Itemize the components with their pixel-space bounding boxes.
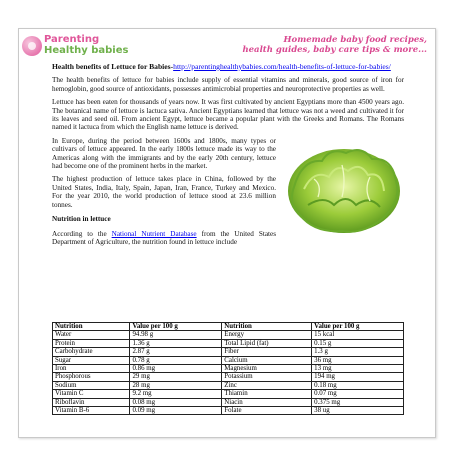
tagline-line1: Homemade baby food recipes, (283, 35, 427, 45)
brand-name-line2: Healthy babies (44, 45, 129, 56)
table-cell: Magnesium (222, 365, 312, 373)
table-header-cell: Nutrition (53, 323, 130, 331)
table-cell: Folate (222, 407, 312, 415)
table-cell: Iron (53, 365, 130, 373)
table-cell: 0.07 mg (312, 390, 404, 398)
table-cell: Energy (222, 331, 312, 339)
article-body (52, 63, 404, 251)
table-cell: Potassium (222, 373, 312, 381)
paragraph-production: The highest production of lettuce takes place in China, followed by the United States, India, Italy, Spain, Japan, Iran, France, Turkey and Mexico. For the year 2010, the world production of lettuce stood at 23.6 million tonnes. (52, 175, 276, 209)
table-cell: 0.375 mg (312, 398, 404, 406)
table-cell: 0.18 mg (312, 381, 404, 389)
europe-rest-text: In the early 1800s lettuce made its way to the Americas along with the immigrants and by the early 20th century, lettuce had become one of the prominent herbs in the market. (52, 145, 277, 171)
brand-logo[interactable] (22, 34, 142, 58)
table-cell: Total Lipid (fat) (222, 339, 312, 347)
table-row (53, 348, 404, 356)
lettuce-image (284, 139, 404, 237)
table-cell: 1.36 g (130, 339, 222, 347)
table-cell: 9.2 mg (130, 390, 222, 398)
table-row (53, 373, 404, 381)
table-cell: 0.86 mg (130, 365, 222, 373)
table-header-cell: Value per 100 g (312, 323, 404, 331)
europe-lead-text: In Europe, during the period between 1600s and 1800s, many types or cultivars of lettuce appeared. (52, 136, 276, 154)
table-cell: Thiamin (222, 390, 312, 398)
table-cell: 36 mg (312, 356, 404, 364)
paragraph-benefits: The health benefits of lettuce for babies include supply of essential vitamins and minerals, good source of iron for hemoglobin, good source of antioxidants, possesses antimicrobial properties and neuroprotective properties as well. (52, 76, 404, 93)
table-cell: Riboflavin (53, 398, 130, 406)
table-cell: 0.15 g (312, 339, 404, 347)
table-row (53, 390, 404, 398)
table-cell: Water (53, 331, 130, 339)
nutrition-heading: Nutrition in lettuce (52, 215, 111, 224)
table-cell: Fiber (222, 348, 312, 356)
article-title: Health benefits of Lettuce for Babies- (52, 62, 174, 71)
table-cell: Phosphorous (53, 373, 130, 381)
nutrition-intro-pre: According to the (52, 229, 112, 238)
article-title-line (52, 63, 404, 71)
table-cell: Vitamin C (53, 390, 130, 398)
table-row (53, 365, 404, 373)
paragraph-history: Lettuce has been eaten for thousands of years now. It was first cultivated by ancient Egyptians more than 4500 years ago. The botanical name of lettuce is lactuca sativa. Ancient Egyptians learned that lettuce was not a weed and cultivated it for its leaves and seed oil. From ancient Egypt, lettuce became a popular plant with the Greeks and Romans. The Romans named it lactuca from which the English name lettuce is derived. (52, 98, 404, 132)
table-row (53, 339, 404, 347)
nutrition-intro-post: from the United States Department of Agriculture, the nutrition found in lettuce include (52, 229, 276, 246)
logo-mark-icon (22, 36, 42, 56)
table-header-cell: Nutrition (222, 323, 312, 331)
table-cell: 1.3 g (312, 348, 404, 356)
table-cell: Sodium (53, 381, 130, 389)
table-cell: Calcium (222, 356, 312, 364)
table-cell: 194 mg (312, 373, 404, 381)
table-cell: Zinc (222, 381, 312, 389)
header-tagline (242, 35, 427, 55)
table-cell: 0.08 mg (130, 398, 222, 406)
table-row (53, 398, 404, 406)
table-row (53, 407, 404, 415)
table-cell: Vitamin B-6 (53, 407, 130, 415)
table-cell: 94.98 g (130, 331, 222, 339)
table-header-cell: Value per 100 g (130, 323, 222, 331)
table-cell: Niacin (222, 398, 312, 406)
brand-name-line1: Parenting (44, 34, 100, 45)
paragraph-europe (52, 137, 404, 171)
table-row (53, 356, 404, 364)
table-cell: 15 kcal (312, 331, 404, 339)
table-row (53, 331, 404, 339)
table-header-row (53, 323, 404, 331)
tagline-line2: health guides, baby care tips & more... (242, 45, 427, 55)
table-cell: 28 mg (130, 381, 222, 389)
table-cell: 29 mg (130, 373, 222, 381)
table-row (53, 381, 404, 389)
table-cell: 0.09 mg (130, 407, 222, 415)
table-cell: 38 ug (312, 407, 404, 415)
nutrition-table (52, 322, 404, 415)
article-url-link[interactable]: http://parentinghealthybabies.com/health-benefits-of-lettuce-for-babies/ (173, 62, 391, 71)
table-cell: 0.78 g (130, 356, 222, 364)
table-cell: 13 mg (312, 365, 404, 373)
table-cell: Sugar (53, 356, 130, 364)
table-cell: Carbohydrate (53, 348, 130, 356)
table-cell: Protein (53, 339, 130, 347)
table-cell: 2.87 g (130, 348, 222, 356)
nutrient-database-link[interactable]: National Nutrient Database (111, 229, 197, 238)
